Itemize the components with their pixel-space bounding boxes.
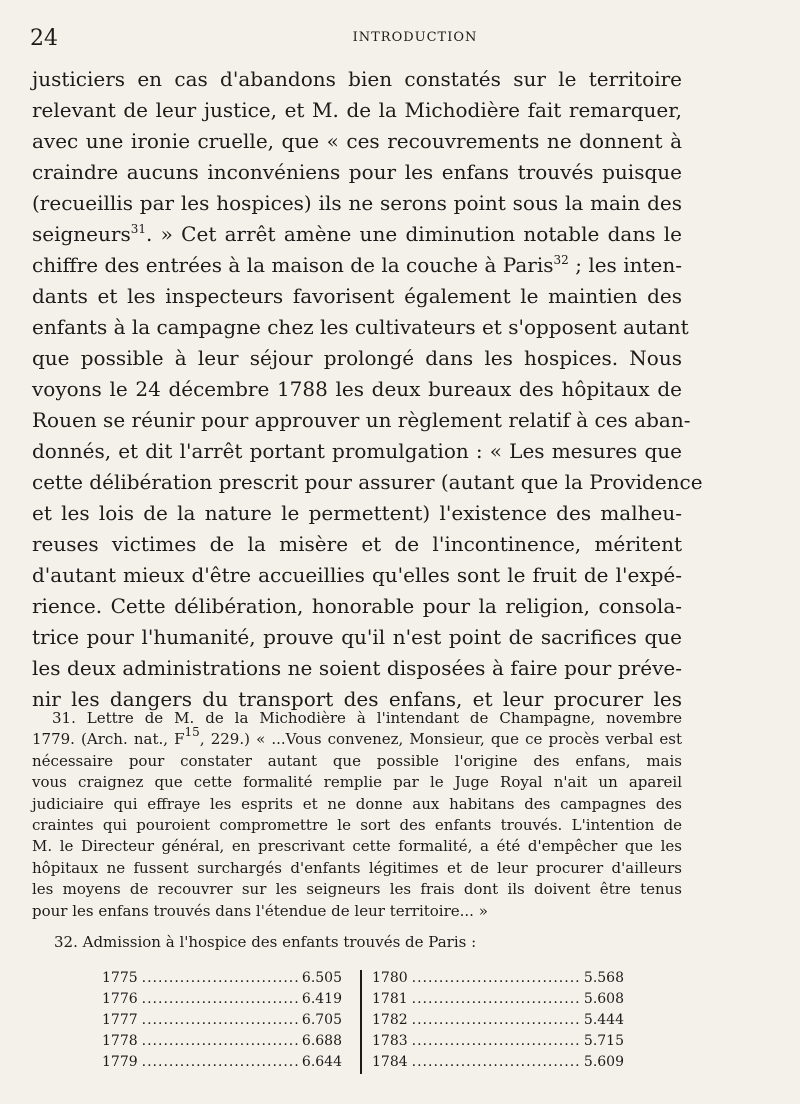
text-segment: seigneurs [32, 222, 131, 246]
text-segment: vous craignez que cette formalité remplie par le Juge Royal n'ait un apareil [32, 773, 682, 792]
text-line [32, 815, 682, 836]
table-row [102, 1052, 342, 1073]
table-row [372, 1031, 624, 1052]
text-segment: donnés, et dit l'arrêt portant promulgation : « Les mesures que [32, 439, 682, 463]
text-line [32, 794, 682, 815]
text-segment: 1779. (Arch. nat., F [32, 730, 185, 749]
text-segment: craintes qui pouroient compromettre le sort des enfants trouvés. L'intention de [32, 815, 682, 834]
leader-dots [412, 968, 580, 989]
table-row [372, 1052, 624, 1073]
text-segment: chiffre des entrées à la maison de la couche à Paris [32, 253, 554, 277]
year-cell: 1776 [102, 991, 138, 1007]
year-cell: 1783 [372, 1033, 408, 1049]
year-cell: 1784 [372, 1054, 408, 1070]
admissions-table [102, 968, 622, 1074]
text-segment: nir les dangers du transport des enfans, et leur procurer les [32, 687, 682, 711]
leader-dots [412, 1010, 580, 1031]
text-line [32, 725, 682, 750]
text-segment: les moyens de recouvrer sur les seigneurs les frais dont ils doivent être tenus [32, 880, 682, 899]
table-row [372, 1010, 624, 1031]
text-line [32, 772, 682, 793]
leader-dots [142, 968, 298, 989]
table-column-right [372, 968, 624, 1073]
value-cell: 6.505 [301, 970, 342, 986]
year-cell: 1781 [372, 991, 408, 1007]
leader-dots [412, 1052, 580, 1073]
leader-dots [412, 1031, 580, 1052]
text-segment: hôpitaux ne fussent surchargés d'enfants légitimes et de leur procurer d'ailleurs [32, 858, 682, 877]
text-line [32, 95, 682, 126]
table-row [372, 968, 624, 989]
text-segment: justiciers en cas d'abandons bien constatés sur le territoire [32, 67, 682, 91]
text-segment: dants et les inspecteurs favorisent également le maintien des [32, 284, 682, 308]
text-segment: les deux administrations ne soient disposées à faire pour préve- [32, 656, 682, 680]
table-row [102, 1010, 342, 1031]
text-line [32, 622, 682, 653]
text-line [32, 281, 682, 312]
value-cell: 5.568 [583, 970, 624, 986]
year-cell: 1780 [372, 970, 408, 986]
value-cell: 6.688 [301, 1033, 342, 1049]
value-cell: 6.644 [301, 1054, 342, 1070]
text-segment: trice pour l'humanité, prouve qu'il n'est point de sacrifices que [32, 625, 682, 649]
value-cell: 5.609 [583, 1054, 624, 1070]
leader-dots [142, 1052, 298, 1073]
table-row [372, 989, 624, 1010]
text-line [32, 751, 682, 772]
text-segment: nécessaire pour constater autant que possible l'origine des enfans, mais [32, 751, 682, 770]
leader-dots [142, 1031, 298, 1052]
text-segment: enfants à la campagne chez les cultivateurs et s'opposent autant [32, 315, 689, 339]
text-line [32, 708, 682, 729]
text-segment: judiciaire qui effraye les esprits et ne donne aux habitans des campagnes des [32, 794, 682, 813]
text-line [32, 188, 682, 219]
value-cell: 6.419 [301, 991, 342, 1007]
text-line [32, 836, 682, 857]
text-line [32, 529, 682, 560]
table-row [102, 968, 342, 989]
text-line [32, 64, 682, 95]
footnotes [32, 708, 682, 953]
text-line [32, 343, 682, 374]
year-cell: 1777 [102, 1012, 138, 1028]
text-segment: Rouen se réunir pour approuver un règlement relatif à ces aban- [32, 408, 691, 432]
text-line [32, 250, 682, 281]
text-line [32, 901, 682, 922]
running-head: INTRODUCTION [352, 30, 478, 45]
text-line [32, 858, 682, 879]
text-line [32, 126, 682, 157]
table-column-left [102, 968, 342, 1073]
year-cell: 1779 [102, 1054, 138, 1070]
year-cell: 1778 [102, 1033, 138, 1049]
text-line [32, 498, 682, 529]
text-segment: relevant de leur justice, et M. de la Michodière fait remarquer, [32, 98, 682, 122]
text-segment: , 229.) « ...Vous convenez, Monsieur, que ce procès verbal est [199, 730, 682, 749]
text-line [32, 219, 682, 250]
text-line [32, 467, 703, 498]
text-line [32, 879, 682, 900]
text-segment: voyons le 24 décembre 1788 les deux bureaux des hôpitaux de [32, 377, 682, 401]
text-line [32, 405, 691, 436]
text-segment: M. le Directeur général, en prescrivant cette formalité, a été d'empêcher que les [32, 837, 682, 856]
text-line [32, 591, 682, 622]
table-row [102, 989, 342, 1010]
year-cell: 1775 [102, 970, 138, 986]
text-line [32, 653, 682, 684]
text-line [32, 374, 682, 405]
year-cell: 1782 [372, 1012, 408, 1028]
text-segment: pour les enfans trouvés dans l'étendue de leur territoire... » [32, 901, 488, 920]
text-line [32, 312, 689, 343]
page-number: 24 [30, 26, 58, 51]
text-line [32, 560, 682, 591]
text-line [32, 157, 682, 188]
page-header [30, 26, 760, 56]
leader-dots [412, 989, 580, 1010]
text-segment: craindre aucuns inconvéniens pour les enfans trouvés puisque [32, 160, 682, 184]
text-segment: d'autant mieux d'être accueillies qu'elles sont le fruit de l'expé- [32, 563, 682, 587]
note-call: 31 [130, 222, 147, 236]
text-segment: cette délibération prescrit pour assurer (autant que la Providence [32, 470, 703, 494]
text-segment: 31. Lettre de M. de la Michodière à l'intendant de Champagne, novembre [52, 709, 682, 727]
value-cell: 5.444 [583, 1012, 624, 1028]
text-segment: reuses victimes de la misère et de l'incontinence, méritent [32, 532, 682, 556]
text-segment: . » Cet arrêt amène une diminution notable dans le [146, 222, 682, 246]
body-text [32, 64, 703, 715]
text-line [32, 436, 682, 467]
leader-dots [142, 989, 298, 1010]
text-segment: avec une ironie cruelle, que « ces recouvrements ne donnent à [32, 129, 682, 153]
footnote-31 [32, 708, 682, 922]
text-segment: (recueillis par les hospices) ils ne serons point sous la main des [32, 191, 682, 215]
text-segment: et les lois de la nature le permettent) l'existence des malheu- [32, 501, 682, 525]
value-cell: 5.608 [583, 991, 624, 1007]
value-cell: 6.705 [301, 1012, 342, 1028]
note-call: 32 [553, 253, 569, 267]
text-segment: ; les inten- [568, 253, 682, 277]
note-call: 15 [184, 725, 200, 740]
text-segment: que possible à leur séjour prolongé dans les hospices. Nous [32, 346, 682, 370]
footnote-32-caption: 32. Admission à l'hospice des enfants trouvés de Paris : [54, 932, 477, 951]
table-divider [360, 970, 362, 1074]
value-cell: 5.715 [583, 1033, 624, 1049]
text-segment: rience. Cette délibération, honorable pour la religion, consola- [32, 594, 682, 618]
leader-dots [142, 1010, 298, 1031]
table-row [102, 1031, 342, 1052]
